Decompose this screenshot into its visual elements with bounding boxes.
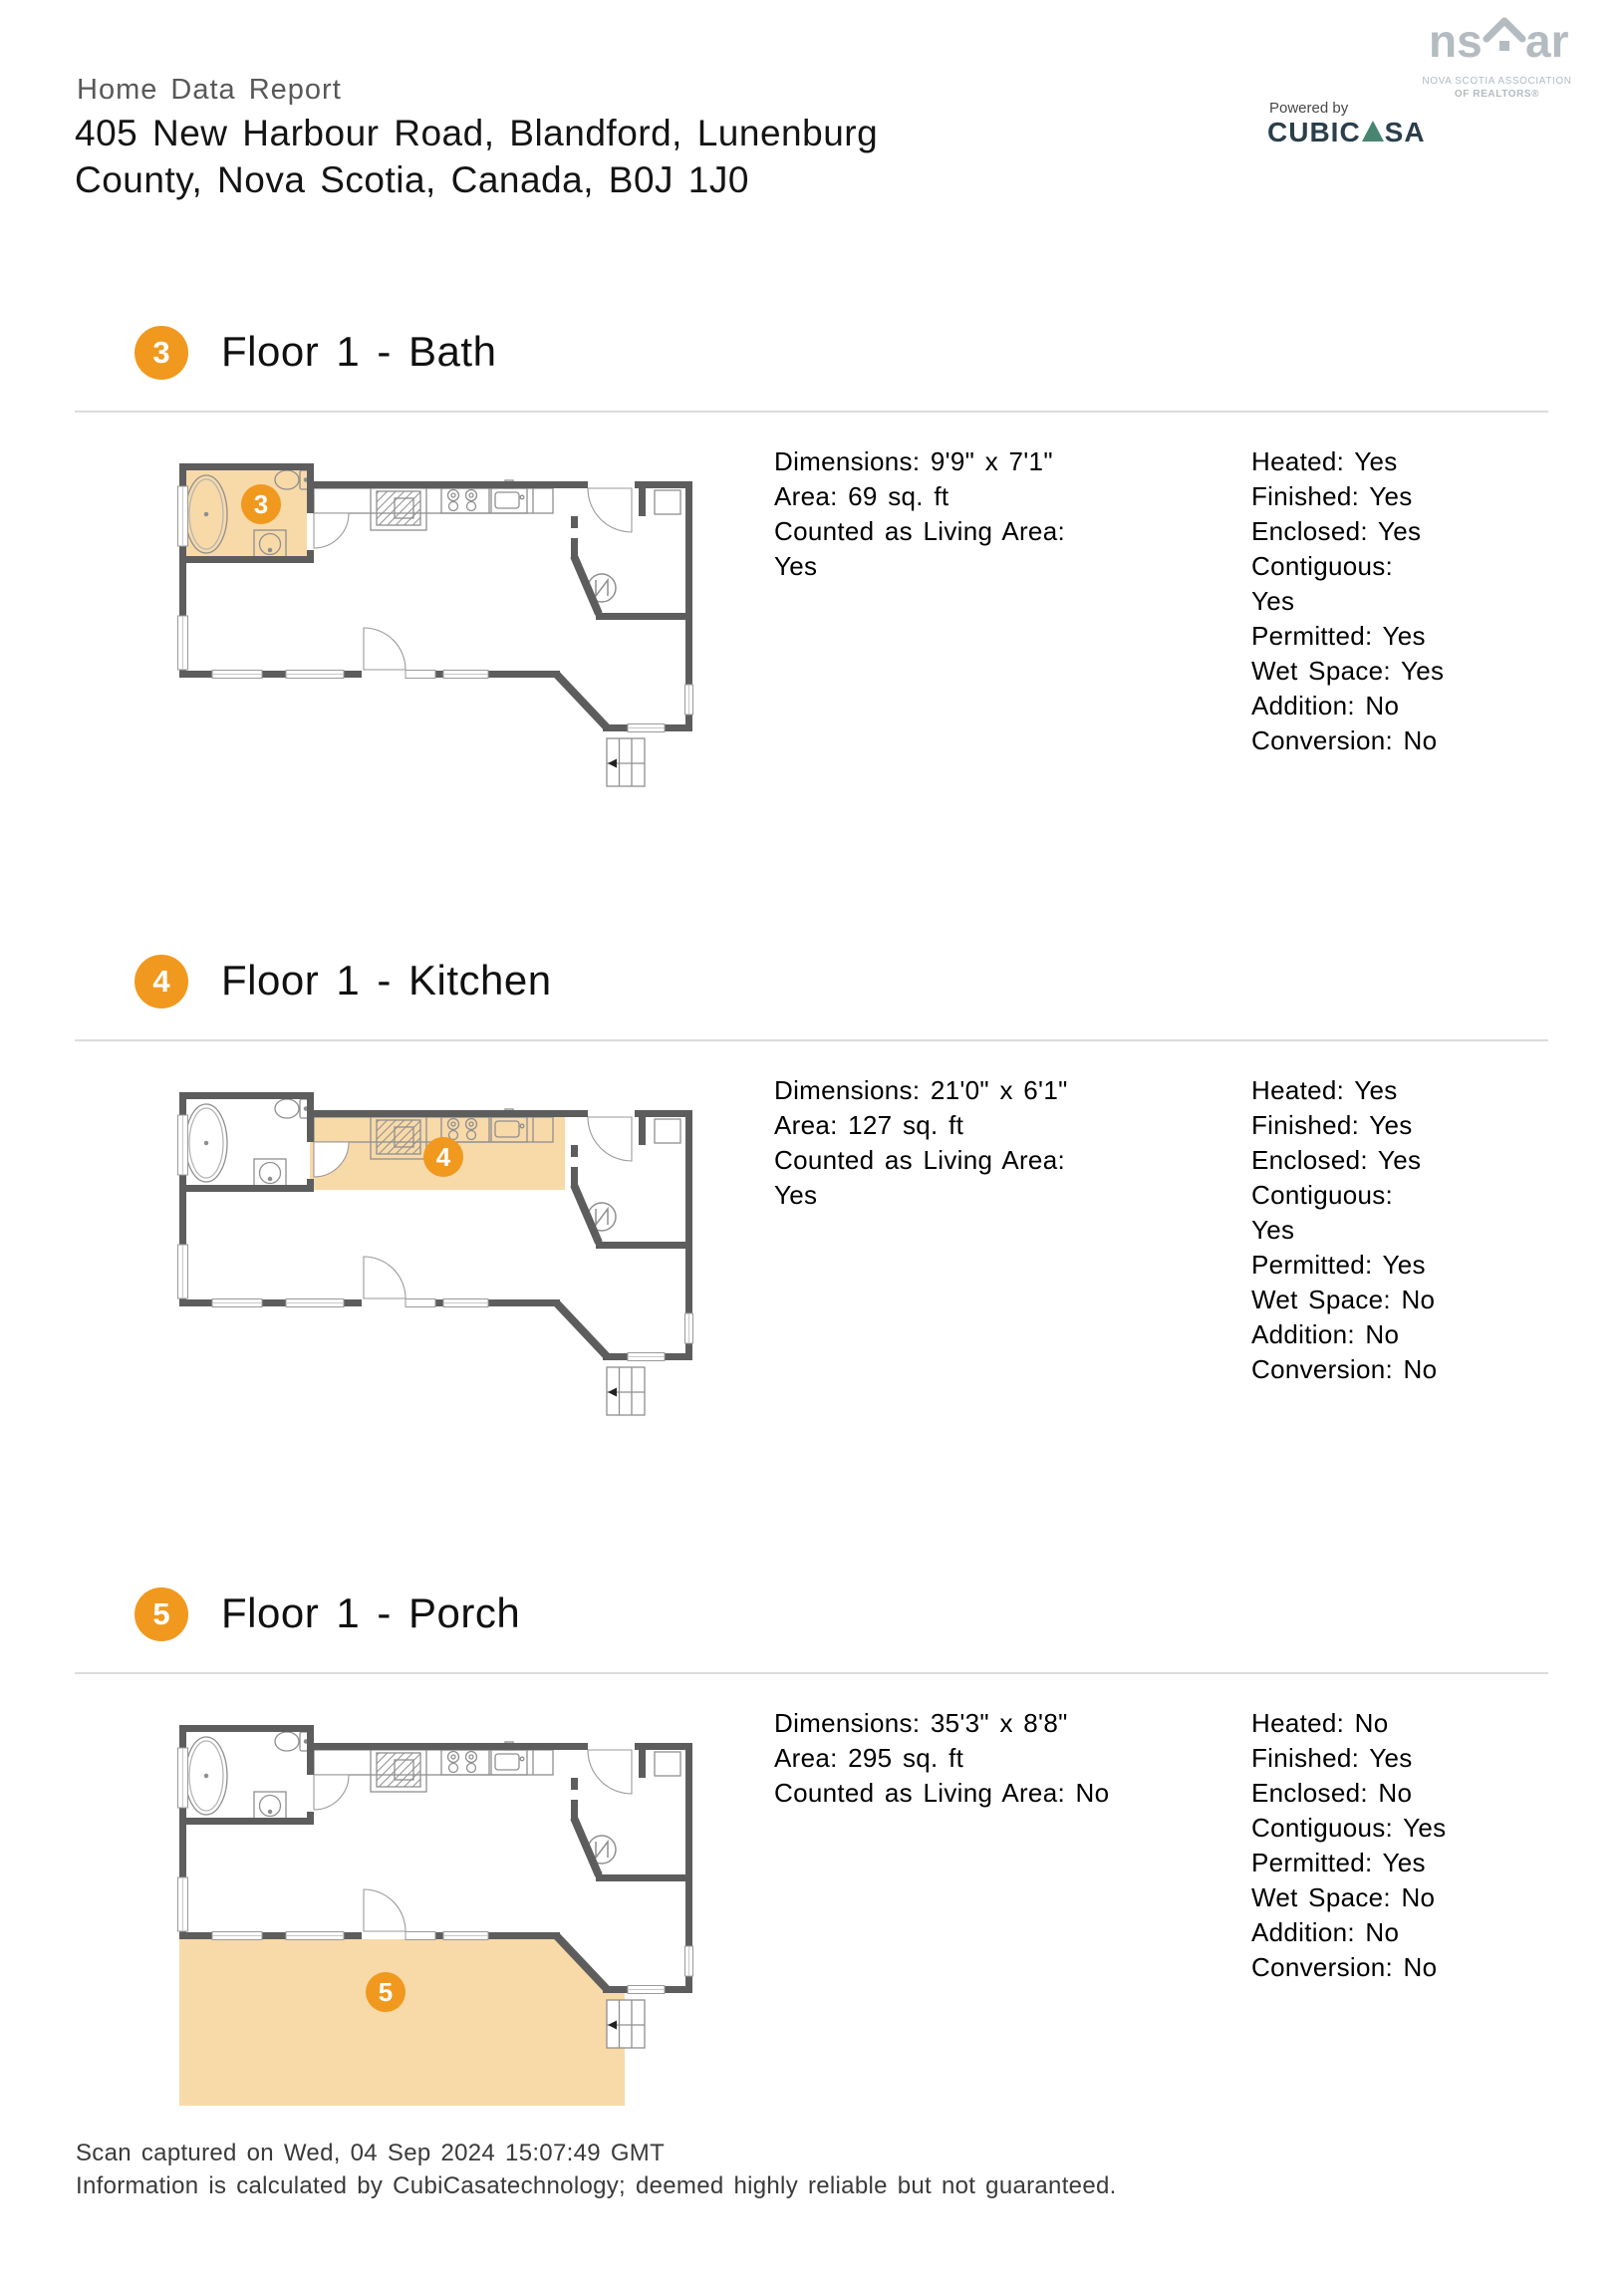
report-footer [76, 2137, 1117, 2202]
patio-door [364, 1257, 406, 1298]
text-line: Finished: Yes [1251, 481, 1413, 511]
text-line: Conversion: No [1251, 1354, 1438, 1384]
bath-door [314, 513, 349, 548]
cubicasa-triangle-icon [1362, 121, 1384, 142]
text-line: Enclosed: No [1251, 1778, 1413, 1808]
footer-disclaimer: Information is calculated by CubiCasatechnology; deemed highly reliable but not guaranteed. [76, 2172, 1117, 2199]
text-line: Area: 127 sq. ft [774, 1110, 964, 1140]
floor-plan-drawing [174, 458, 702, 857]
text-line: Permitted: Yes [1251, 1848, 1426, 1877]
text-line: Wet Space: Yes [1251, 656, 1445, 686]
text-line: Conversion: No [1251, 1952, 1438, 1982]
nsar-subtitle [1415, 75, 1579, 101]
svg-text:5: 5 [378, 1977, 394, 2007]
nsar-subtitle-line-2: OF REALTORS® [1454, 89, 1540, 100]
section-heading: Floor 1 - Bath [221, 328, 497, 375]
floor-plan-bath [174, 458, 702, 857]
bath-fixtures [185, 1732, 312, 1823]
room-number-badge [366, 1972, 406, 2012]
text-line: Area: 69 sq. ft [774, 481, 949, 511]
text-line: Dimensions: 35'3" x 8'8" [774, 1708, 1068, 1738]
property-address [75, 110, 878, 203]
section-bath [0, 326, 1623, 924]
svg-text:3: 3 [253, 489, 269, 519]
footer-scan-timestamp: Scan captured on Wed, 04 Sep 2024 15:07:49 GMT [76, 2140, 666, 2166]
stove [441, 1750, 489, 1775]
address-line-2: County, Nova Scotia, Canada, B0J 1J0 [75, 159, 749, 200]
text-line: Permitted: Yes [1251, 1250, 1426, 1280]
closet [655, 1752, 680, 1776]
section-divider [75, 411, 1548, 413]
text-line: Contiguous: Yes [1251, 1813, 1447, 1843]
section-heading: Floor 1 - Porch [221, 1589, 521, 1636]
cubicasa-logo [1267, 117, 1426, 148]
text-line: Heated: Yes [1251, 1075, 1398, 1105]
text-line: Yes [1251, 586, 1295, 616]
text-line: Addition: No [1251, 1319, 1400, 1349]
bath-door [314, 1775, 349, 1810]
floor-plan-kitchen [174, 1087, 702, 1486]
stove [441, 488, 489, 513]
text-line: Contiguous: [1251, 551, 1394, 581]
nsar-subtitle-line-1: NOVA SCOTIA ASSOCIATION [1422, 76, 1572, 87]
text-line: Counted as Living Area: No [774, 1778, 1110, 1808]
section-heading: Floor 1 - Kitchen [221, 957, 552, 1004]
text-line: Counted as Living Area: [774, 516, 1065, 546]
room-attributes [1251, 444, 1444, 758]
text-line: Addition: No [1251, 691, 1400, 720]
text-line: Yes [774, 1180, 818, 1210]
text-line: Dimensions: 9'9" x 7'1" [774, 446, 1053, 476]
room-number-badge [241, 484, 281, 524]
address-line-1: 405 New Harbour Road, Blandford, Lunenburg [75, 113, 879, 153]
room-dimensions [774, 1073, 1068, 1213]
stairs [607, 2000, 645, 2048]
text-line: Wet Space: No [1251, 1285, 1436, 1314]
section-divider [75, 1672, 1548, 1674]
cubicasa-text-left: CUBIC [1267, 117, 1361, 147]
patio-door [364, 1889, 406, 1931]
text-line: Conversion: No [1251, 725, 1438, 755]
stairs [607, 738, 645, 786]
closet [655, 490, 680, 514]
floor-plan-drawing [174, 1087, 702, 1486]
toilet [275, 1732, 312, 1751]
room-dimensions [774, 1706, 1109, 1811]
text-line: Counted as Living Area: [774, 1145, 1065, 1175]
text-line: Heated: Yes [1251, 446, 1398, 476]
svg-text:4: 4 [435, 1142, 451, 1172]
highlight-porch [179, 1939, 625, 2106]
section-badge: 4 [135, 955, 188, 1008]
text-line: Finished: Yes [1251, 1743, 1413, 1773]
svg-text:ns: ns [1428, 15, 1483, 66]
stairs [607, 1367, 645, 1415]
text-line: Wet Space: No [1251, 1882, 1436, 1912]
text-line: Enclosed: Yes [1251, 516, 1422, 546]
nsar-logo-icon [1423, 14, 1572, 66]
text-line: Enclosed: Yes [1251, 1145, 1422, 1175]
floor-plan-porch [174, 1720, 702, 2119]
text-line: Yes [1251, 1215, 1295, 1245]
section-badge: 5 [135, 1587, 188, 1641]
text-line: Heated: No [1251, 1708, 1389, 1738]
text-line: Contiguous: [1251, 1180, 1394, 1210]
svg-text:ar: ar [1524, 15, 1568, 66]
patio-door [364, 628, 406, 670]
text-line: Yes [774, 551, 818, 581]
text-line: Permitted: Yes [1251, 621, 1426, 651]
cubicasa-text-right: SA [1384, 117, 1426, 147]
section-porch [0, 1587, 1623, 2185]
section-divider [75, 1039, 1548, 1041]
section-kitchen [0, 955, 1623, 1553]
section-badge: 3 [135, 326, 188, 380]
text-line: Finished: Yes [1251, 1110, 1413, 1140]
text-line: Area: 295 sq. ft [774, 1743, 964, 1773]
entry-door [588, 1117, 632, 1161]
entry-door [588, 1750, 632, 1794]
nsar-logo [1415, 14, 1579, 101]
text-line: Addition: No [1251, 1917, 1400, 1947]
bath-fixtures [185, 1099, 312, 1190]
closet [655, 1119, 680, 1143]
room-attributes [1251, 1706, 1446, 1985]
room-number-badge [423, 1137, 463, 1177]
floor-plan-drawing [174, 1720, 702, 2119]
room-attributes [1251, 1073, 1437, 1387]
powered-by-label: Powered by [1269, 100, 1349, 117]
text-line: Dimensions: 21'0" x 6'1" [774, 1075, 1068, 1105]
room-dimensions [774, 444, 1065, 584]
toilet [275, 1099, 312, 1118]
page-title: Home Data Report [77, 74, 342, 106]
entry-door [588, 488, 632, 532]
